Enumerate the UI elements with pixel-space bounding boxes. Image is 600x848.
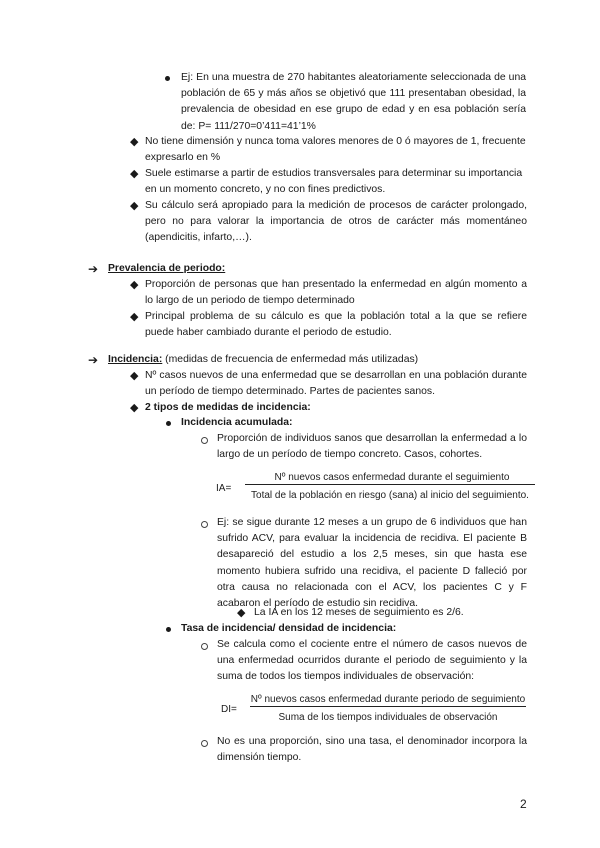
incidence-point-2: 2 tipos de medidas de incidencia: — [145, 402, 311, 413]
diamond-bullet-icon: ◆ — [130, 200, 139, 212]
arrow-right-icon: ➔ — [88, 353, 99, 367]
circle-bullet-icon — [201, 740, 208, 747]
di-fraction-line — [250, 706, 526, 707]
bullet-dot-icon — [166, 421, 171, 426]
cumulative-incidence-result: La IA en los 12 meses de seguimiento es 2/6. — [254, 607, 464, 618]
incidence-heading — [108, 352, 418, 368]
di-formula-denominator: Suma de los tiempos individuales de observación — [278, 712, 498, 723]
circle-bullet-icon — [201, 437, 208, 444]
cumulative-incidence-example: Ej: se sigue durante 12 meses a un grupo de 6 individuos que han sufrido ACV, para evaluar la incidencia de recidiva. El paciente B desapareció del estudio a los 2,5 meses, sin que hasta ese momento hubiera sufrido una recidiva, el paciente D falleció por otra causa no relacionada con el ACV, los pacientes C y F acabaron el período de estudio sin recidiva. — [217, 517, 527, 610]
cumulative-incidence-definition: Proporción de individuos sanos que desarrollan la enfermedad a lo largo de un período de tiempo concreto. Casos, cohortes. — [217, 433, 527, 461]
diamond-bullet-icon: ◆ — [130, 402, 139, 414]
ia-formula-denominator: Total de la población en riesgo (sana) al inicio del seguimiento. — [251, 490, 529, 501]
bullet-dot-icon — [165, 76, 170, 81]
incidence-rate-note: No es una proporción, sino una tasa, el denominador incorpora la dimensión tiempo. — [217, 736, 527, 764]
bullet-dot-icon — [166, 627, 171, 632]
incidence-subtitle: (medidas de frecuencia de enfermedad más utilizadas) — [162, 354, 419, 365]
incidence-title: Incidencia: — [108, 354, 163, 365]
diamond-bullet-icon: ◆ — [130, 279, 139, 291]
di-formula-numerator: Nº nuevos casos enfermedad durante periodo de seguimiento — [250, 694, 526, 705]
period-prevalence-title: Prevalencia de periodo: — [108, 263, 226, 274]
cumulative-incidence-title: Incidencia acumulada: — [181, 417, 293, 428]
diamond-bullet-icon: ◆ — [130, 370, 139, 382]
page-number: 2 — [520, 797, 527, 811]
intro-example: Ej: En una muestra de 270 habitantes aleatoriamente seleccionada de una población de 65 y más años se objetivó que 111 presentaban obesidad, la prevalencia de obesidad en ese grupo de edad y en esa población sería de: P= 111/270=0’411=41’1% — [181, 72, 526, 132]
di-formula-label: DI= — [221, 704, 237, 715]
circle-bullet-icon — [201, 521, 208, 528]
diamond-bullet-icon: ◆ — [130, 168, 139, 180]
arrow-right-icon: ➔ — [88, 262, 99, 276]
ia-formula-label: IA= — [216, 483, 232, 494]
diamond-bullet-icon: ◆ — [130, 311, 139, 323]
period-prevalence-point-2: Principal problema de su cálculo es que la población total a la que se refiere puede haber cambiado durante el periodo de estudio. — [145, 311, 527, 339]
circle-bullet-icon — [201, 643, 208, 650]
prevalence-point-1: No tiene dimensión y nunca toma valores menores de 0 ó mayores de 1, frecuente expresarlo en % — [145, 136, 526, 164]
incidence-rate-definition: Se calcula como el cociente entre el número de casos nuevos de una enfermedad ocurridos durante el periodo de seguimiento y la suma de todos los tiempos individuales de observación: — [217, 639, 527, 683]
prevalence-point-3: Su cálculo será apropiado para la medición de procesos de carácter prolongado, pero no para valorar la importancia de otros de carácter más momentáneo (apendicitis, infarto,…). — [145, 200, 527, 244]
period-prevalence-point-1: Proporción de personas que han presentado la enfermedad en algún momento a lo largo de un periodo de tiempo determinado — [145, 279, 527, 307]
incidence-rate-title: Tasa de incidencia/ densidad de incidencia: — [181, 623, 397, 634]
ia-formula-numerator: Nº nuevos casos enfermedad durante el seguimiento — [274, 472, 510, 483]
diamond-bullet-icon: ◆ — [130, 136, 139, 148]
incidence-point-1: Nº casos nuevos de una enfermedad que se desarrollan en una población durante un período de tiempo determinado. Partes de pacientes sanos. — [145, 370, 527, 398]
ia-fraction-line — [245, 484, 535, 485]
prevalence-point-2: Suele estimarse a partir de estudios transversales para determinar su importancia en un momento concreto, y no con fines predictivos. — [145, 168, 523, 196]
diamond-bullet-icon: ◆ — [237, 607, 246, 619]
